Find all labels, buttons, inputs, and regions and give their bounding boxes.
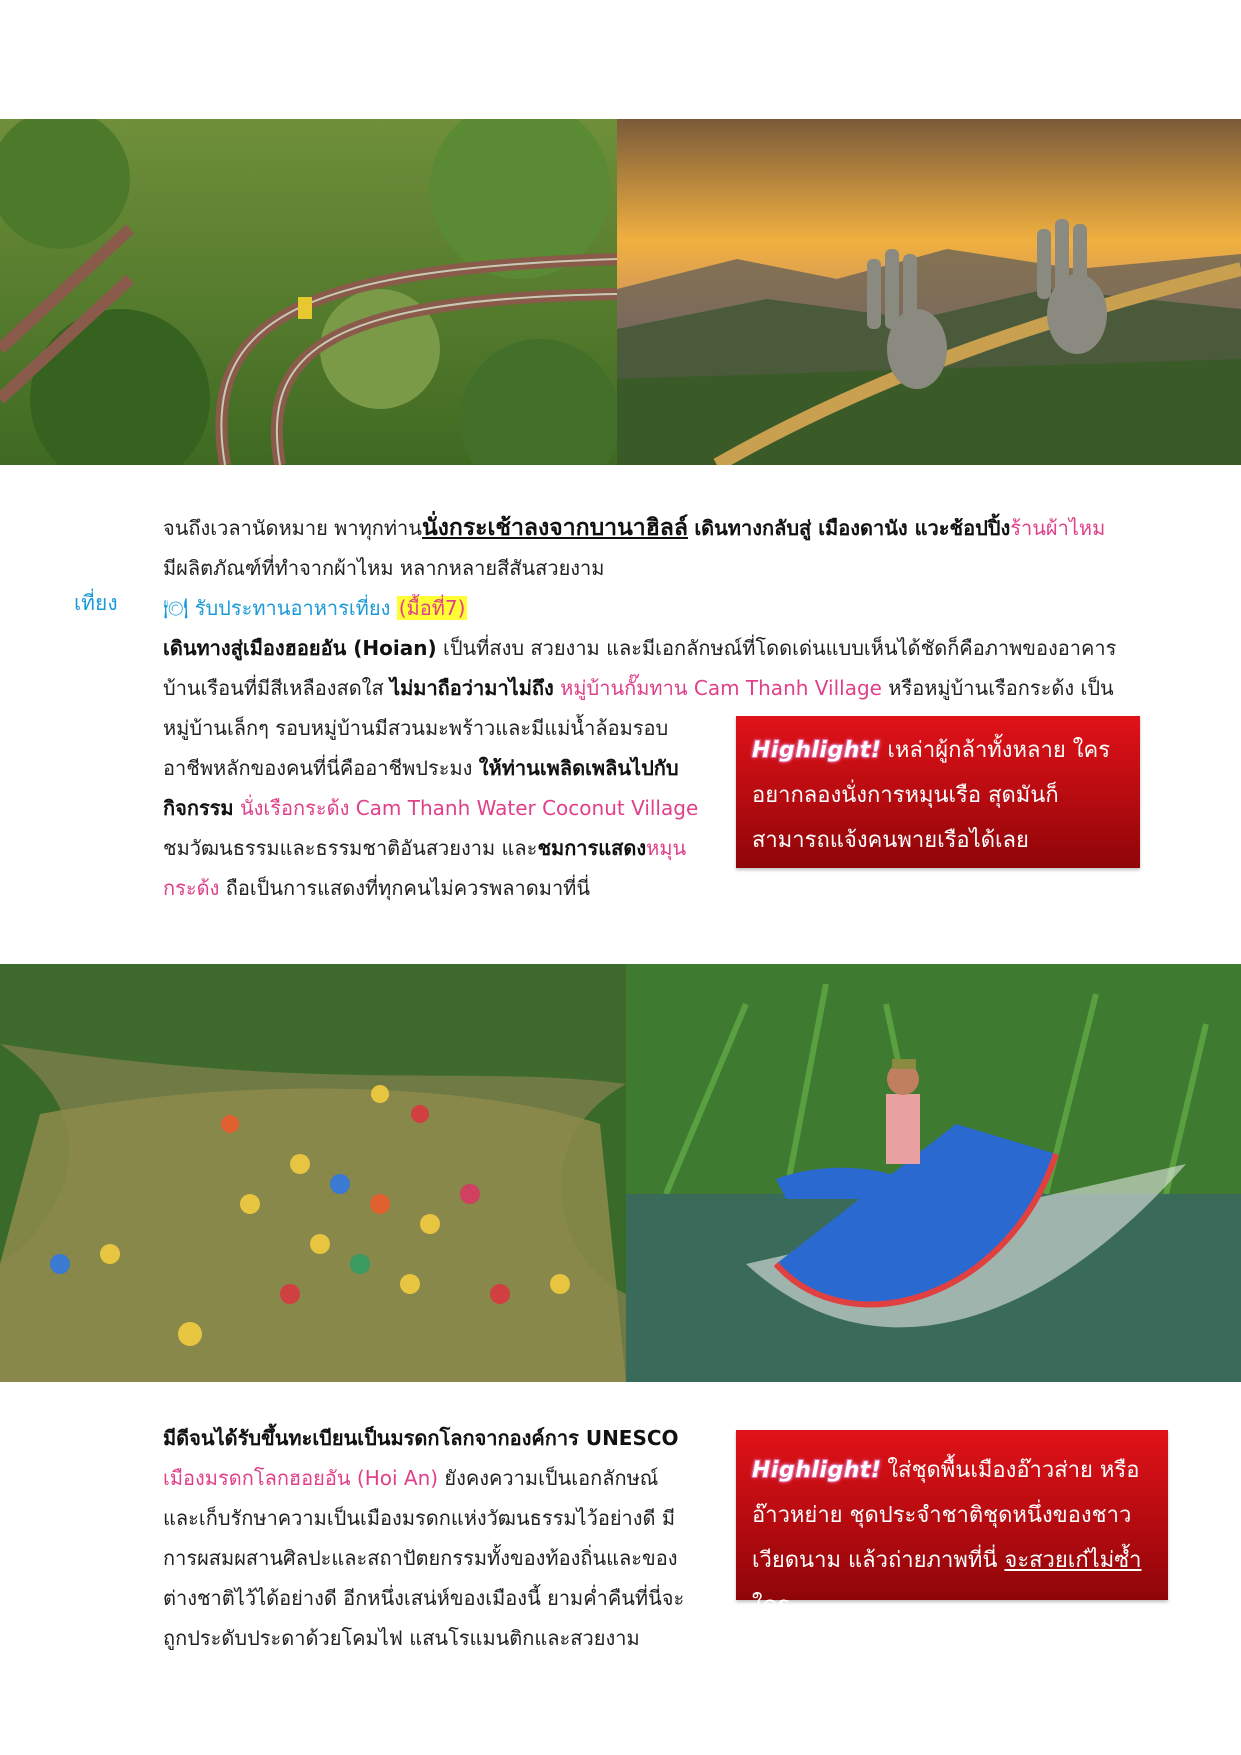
danang-phrase: เดินทางกลับสู่ เมืองดานัง แวะช้อปปิ้ง xyxy=(694,516,1011,540)
spin-phrase-end: กระด้ง xyxy=(163,876,220,900)
silk-shop-phrase: ร้านผ้าไหม xyxy=(1010,516,1106,540)
cam-thanh-village-phrase: หมู่บ้านกั๊มทาน Cam Thanh Village xyxy=(560,676,882,700)
text-line: และเก็บรักษาความเป็นเมืองมรดกแห่งวัฒนธรรมไว้อย่างดี มี xyxy=(163,1506,676,1530)
text-line-1 xyxy=(163,508,1183,548)
basket-boats-aerial-photo xyxy=(0,964,626,1382)
text-line-2: มีผลิตภัณฑ์ที่ทำจากผ้าไหม หลากหลายสีสันสวยงาม xyxy=(163,556,605,580)
highlight-box-1 xyxy=(736,716,1140,868)
basket-boat-spin-photo xyxy=(626,964,1241,1382)
spin-phrase: หมุน xyxy=(646,836,687,860)
highlight-line: สามารถแจ้งคนพายเรือได้เลย xyxy=(752,828,1029,853)
highlight-line: อ๊าวหย่าย ชุดประจำชาติชุดหนึ่งของชาว xyxy=(752,1503,1132,1528)
highlight-line xyxy=(752,1538,1152,1628)
highlight-text: เวียดนาม แล้วถ่ายภาพที่นี่ xyxy=(752,1548,1005,1573)
hoian-heading: เดินทางสู่เมืองฮอยอัน (Hoian) xyxy=(163,636,437,660)
lunch-time-label: เที่ยง xyxy=(74,591,118,615)
hoian-world-heritage-phrase: เมืองมรดกโลกฮอยอัน (Hoi An) xyxy=(163,1466,439,1490)
text-run: ถือเป็นการแสดงที่ทุกคนไม่ควรพลาดมาที่นี่ xyxy=(219,876,591,900)
highlight-text: ใส่ชุดพื้นเมืองอ๊าวส่าย หรือ xyxy=(887,1458,1140,1483)
show-phrase: ชมการแสดง xyxy=(537,836,647,860)
meal-number-badge: (มื้อที่7) xyxy=(398,596,466,620)
text-line: ต่างชาติไว้ได้อย่างดี อีกหนึ่งเสน่ห์ของเมืองนี้ ยามค่ำคืนที่นี่จะ xyxy=(163,1586,685,1610)
unesco-paragraph xyxy=(163,1418,733,1658)
text-line xyxy=(163,1458,733,1498)
enjoy-phrase: ให้ท่านเพลิดเพลินไปกับ xyxy=(478,756,679,780)
basket-boat-phrase: นั่งเรือกระด้ง Cam Thanh Water Coconut Village xyxy=(233,796,699,820)
must-visit-phrase: ไม่มาถือว่ามาไม่ถึง xyxy=(390,676,554,700)
highlight-box-2 xyxy=(736,1430,1168,1618)
dining-icon: 🍽 xyxy=(163,596,189,620)
text-run: จนถึงเวลานัดหมาย พาทุกท่าน xyxy=(163,516,422,540)
text-run: อาชีพหลักของคนที่นี่คืออาชีพประมง xyxy=(163,756,479,780)
text-line-5 xyxy=(163,668,1183,708)
highlight-label: Highlight! xyxy=(752,738,882,763)
highlight-line xyxy=(752,728,1124,773)
text-line-10 xyxy=(163,868,1183,908)
text-line: การผสมผสานศิลปะและสถาปัตยกรรมทั้งของท้องถิ่นและของ xyxy=(163,1546,678,1570)
activity-phrase: กิจกรรม xyxy=(163,796,234,820)
golden-bridge-photo xyxy=(617,119,1241,465)
highlight-label: Highlight! xyxy=(752,1458,882,1483)
coaster-photo xyxy=(0,119,617,465)
highlight-underlined-text: จะสวยเก๋ไม่ซ้ำใคร xyxy=(752,1548,1142,1618)
text-line: ถูกประดับประดาด้วยโคมไฟ แสนโรแมนติกและสวยงาม xyxy=(163,1626,640,1650)
lunch-text: รับประทานอาหารเที่ยง xyxy=(188,596,397,620)
text-run: เป็นที่สงบ สวยงาม และมีเอกลักษณ์ที่โดดเด่นแบบเห็นได้ชัดก็คือภาพของอาคาร xyxy=(436,636,1117,660)
text-line-6: หมู่บ้านเล็กๆ รอบหมู่บ้านมีสวนมะพร้าวและมีแม่น้ำล้อมรอบ xyxy=(163,716,669,740)
unesco-line: มีดีจนได้รับขึ้นทะเบียนเป็นมรดกโลกจากองค์การ UNESCO xyxy=(163,1426,679,1450)
highlight-line: อยากลองนั่งการหมุนเรือ สุดมันก็ xyxy=(752,783,1059,808)
lunch-line xyxy=(163,588,1183,628)
text-line-4 xyxy=(163,628,1183,668)
text-run: ยังคงความเป็นเอกลักษณ์ xyxy=(438,1466,659,1490)
highlight-text: เหล่าผู้กล้าทั้งหลาย ใคร xyxy=(887,738,1111,763)
cable-car-phrase: นั่งกระเช้าลงจากบานาฮิลล์ xyxy=(421,515,688,541)
text-run: ชมวัฒนธรรมและธรรมชาติอันสวยงาม และ xyxy=(163,836,538,860)
text-run: หรือหมู่บ้านเรือกระด้ง เป็น xyxy=(881,676,1114,700)
text-run: บ้านเรือนที่มีสีเหลืองสดใส xyxy=(163,676,391,700)
highlight-line xyxy=(752,1448,1152,1493)
